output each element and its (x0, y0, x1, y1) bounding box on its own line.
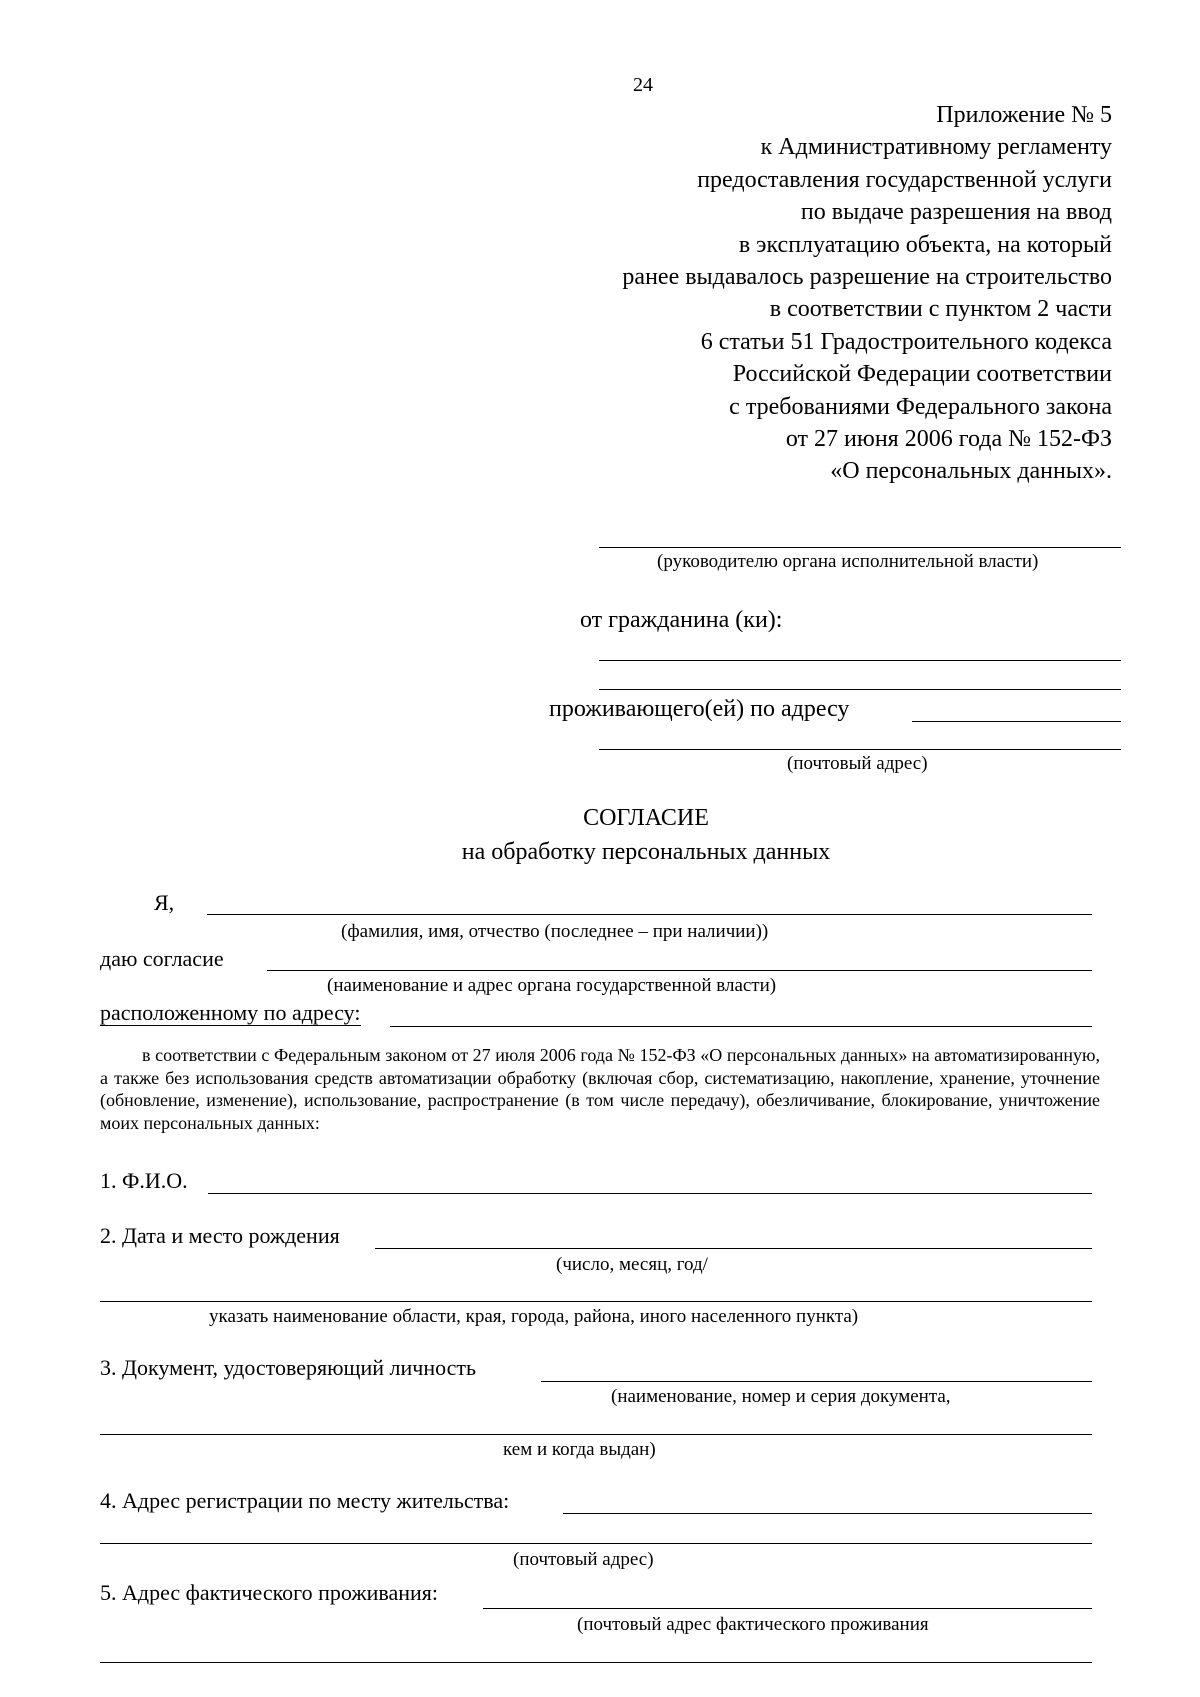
addressee-line[interactable] (599, 547, 1121, 548)
item-birth-label: 2. Дата и место рождения (100, 1223, 340, 1248)
appendix-line: к Административному регламенту (760, 134, 1112, 161)
appendix-line: в эксплуатацию объекта, на который (738, 231, 1112, 258)
appendix-line: по выдаче разрешения на ввод (800, 199, 1112, 226)
organization-hint: (наименование и адрес органа государственной власти) (327, 975, 777, 996)
residing-address-label: проживающего(ей) по адресу (549, 696, 850, 722)
appendix-line: в соответствии с пунктом 2 части (769, 296, 1112, 323)
citizen-name-line-2[interactable] (599, 689, 1121, 690)
postal-address-line[interactable] (599, 749, 1121, 750)
from-citizen-label: от гражданина (ки): (580, 607, 783, 633)
item-document-issuer-line[interactable] (100, 1434, 1092, 1435)
located-address-label: расположенному по адресу: (100, 1000, 361, 1025)
item-birth-line[interactable] (375, 1248, 1092, 1249)
item-registration-hint: (почтовый адрес) (513, 1549, 654, 1570)
appendix-line: от 27 июня 2006 года № 152-ФЗ (785, 426, 1112, 453)
appendix-line: «О персональных данных». (830, 458, 1112, 485)
item-actual-address-label: 5. Адрес фактического проживания: (100, 1580, 438, 1605)
page-number: 24 (633, 74, 653, 96)
item-birth-hint-2: указать наименование области, края, города, района, иного населенного пункта) (209, 1306, 859, 1327)
fio-hint: (фамилия, имя, отчество (последнее – при наличии)) (341, 921, 769, 942)
appendix-line: Российской Федерации соответствии (732, 361, 1112, 388)
appendix-header (622, 99, 1112, 488)
item-actual-address-line[interactable] (483, 1608, 1092, 1609)
appendix-line: предоставления государственной услуги (697, 166, 1112, 193)
appendix-line: с требованиями Федерального закона (729, 393, 1112, 420)
appendix-line: ранее выдавалось разрешение на строительство (622, 264, 1112, 291)
item-document-line[interactable] (541, 1381, 1092, 1382)
located-address-line[interactable] (390, 1026, 1092, 1027)
item-registration-label: 4. Адрес регистрации по месту жительства: (100, 1488, 510, 1513)
appendix-line: Приложение № 5 (936, 102, 1112, 128)
appendix-line: 6 статьи 51 Градостроительного кодекса (700, 328, 1112, 355)
item-document-label: 3. Документ, удостоверяющий личность (100, 1355, 477, 1380)
item-birth-hint-1: (число, месяц, год/ (556, 1254, 708, 1275)
citizen-name-line-1[interactable] (599, 660, 1121, 661)
i-label: Я, (154, 890, 175, 915)
item-birth-place-line[interactable] (100, 1301, 1092, 1302)
fio-line[interactable] (207, 914, 1092, 915)
organization-line[interactable] (267, 970, 1092, 971)
document-subtitle: на обработку персональных данных (461, 839, 831, 865)
item-registration-line-2[interactable] (100, 1543, 1092, 1544)
item-registration-line[interactable] (563, 1513, 1092, 1514)
residing-address-line[interactable] (912, 721, 1121, 722)
consent-paragraph: в соответствии с Федеральным законом от 27 июля 2006 года № 152-ФЗ «О персональных данных» на автоматизированную, а также без использования средств автоматизации обработку (включая сбор, систематизацию, накопление, хранение, уточнение (обновление, изменение), использование, распространение (в том числе передачу), обезличивание, блокирование, уничтожение моих персональных данных: (100, 1045, 1100, 1133)
item-document-hint-1: (наименование, номер и серия документа, (611, 1386, 951, 1407)
document-title: СОГЛАСИЕ (583, 805, 709, 831)
item-actual-address-hint: (почтовый адрес фактического проживания (577, 1614, 929, 1635)
item-actual-address-line-2[interactable] (100, 1662, 1092, 1663)
give-consent-label: даю согласие (100, 946, 224, 971)
item-fio-label: 1. Ф.И.О. (100, 1168, 188, 1193)
addressee-hint: (руководителю органа исполнительной власти) (657, 551, 1039, 572)
item-document-hint-2: кем и когда выдан) (503, 1439, 656, 1460)
postal-address-hint: (почтовый адрес) (787, 753, 928, 774)
item-fio-line[interactable] (208, 1193, 1092, 1194)
